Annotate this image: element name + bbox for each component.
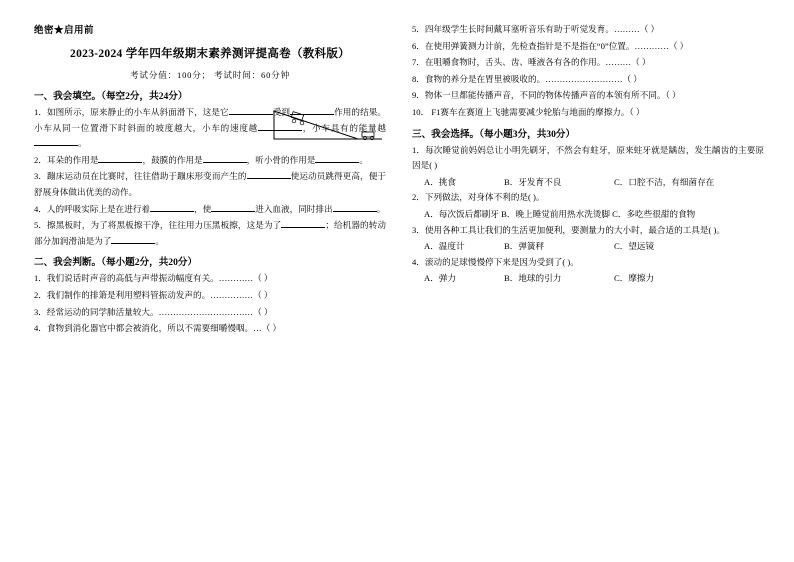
- question-text: 5．擦黑板时，为了将黑板擦干净，往往用力压黑板擦，这是为了 ；给机器的转动部分加润滑油是为了 。: [34, 220, 386, 246]
- right-column: [412, 22, 764, 552]
- question-judge-2: [34, 288, 386, 304]
- option-c[interactable]: C．多吃些很甜的食物: [612, 208, 696, 219]
- option-a[interactable]: A．弹力: [424, 273, 456, 284]
- option-b[interactable]: B．弹簧秤: [504, 241, 545, 252]
- question-fill-5: [34, 218, 386, 249]
- answer-blank[interactable]: [111, 234, 155, 244]
- question-text: 5．四年级学生长时间戴耳塞听音乐有助于听觉发育。………（ ）: [412, 24, 660, 34]
- answer-blank[interactable]: [211, 202, 255, 212]
- inclined-plane-figure: [266, 105, 386, 145]
- question-text: 3．使用各种工具让我们的生活更加便利，要测量力的大小时，最合适的工具是( )。: [412, 224, 725, 235]
- question-text: 4．滚动的足球慢慢停下来是因为受到了( )。: [412, 256, 579, 267]
- two-column-layout: [34, 22, 764, 552]
- question-text: 9．物体一旦都能传播声音，不同的物体传播声音的本领有所不同。（ ）: [412, 90, 681, 101]
- answer-blank[interactable]: [150, 202, 194, 212]
- section-heading-choice: 三、我会选择。（每小题3分，共30分）: [412, 128, 576, 140]
- question-text: 10． F1赛车在赛道上飞驰需要减少轮胎与地面的摩擦力。（ ）: [412, 106, 645, 117]
- question-text: 1．如图所示，原来静止的小车从斜面滑下，这是它 受到 作用的结果。小车从同一位置滑下时斜面的坡度越大，小车的速度越 ，小车具有的能量越。: [34, 107, 386, 149]
- question-text: 2．耳朵的作用是 ，鼓膜的作用是 ，听小骨的作用是 。: [34, 154, 369, 165]
- answer-blank[interactable]: [98, 153, 142, 163]
- question-fill-2: [34, 153, 386, 169]
- choice-3-options: [412, 239, 764, 255]
- question-text: 2．下列做法，对身体不利的是( )。: [412, 192, 545, 203]
- question-judge-9: [412, 88, 764, 104]
- question-text: 3．蹦床运动员在比赛时，往往借助于蹦床形变而产生的 使运动员跳得更高，便于舒展身体做出优美的动作。: [34, 171, 386, 197]
- question-text: 3．经常运动的同学肺活量较大。……………………………（ ）: [34, 306, 273, 317]
- question-text: 4．食物到消化器官中都会被消化，所以不需要细嚼慢咽。…（ ）: [34, 323, 282, 334]
- choice-1-options: [412, 175, 764, 191]
- question-text: 4．人的呼吸实际上是在进行着 ，使 进入血液，同时排出 。: [34, 203, 386, 214]
- option-a[interactable]: A．每次饭后都刷牙: [424, 208, 499, 219]
- answer-blank[interactable]: [34, 136, 78, 146]
- option-b[interactable]: B．晚上睡觉前用热水洗烫脚: [501, 208, 610, 219]
- question-fill-3: [34, 169, 386, 200]
- secret-label: 绝密★启用前: [34, 26, 95, 36]
- choice-2-options: [412, 207, 764, 223]
- question-judge-6: [412, 39, 764, 55]
- question-text: 6．在使用弹簧测力计前，先检查指针是不是指在“0”位置。…………（ ）: [412, 40, 689, 51]
- choice-4-options: [412, 271, 764, 287]
- option-c[interactable]: C．望远镜: [614, 241, 655, 252]
- question-fill-4: [34, 202, 386, 218]
- option-c[interactable]: C．口腔不洁，有细菌存在: [614, 176, 715, 187]
- option-a[interactable]: A．温度计: [424, 241, 465, 252]
- question-judge-5: [412, 22, 764, 38]
- section-heading-fill: 一、我会填空。（每空2分，共24分）: [34, 91, 188, 102]
- question-text: 2．我们制作的排箫是利用塑料管振动发声的。……………（ ）: [34, 289, 273, 300]
- question-text: 1．我们说话时声音的高低与声带振动幅度有关。…………（ ）: [34, 273, 273, 284]
- answer-blank[interactable]: [281, 218, 325, 228]
- option-a[interactable]: A．挑食: [424, 176, 456, 187]
- option-b[interactable]: B．地球的引力: [504, 273, 562, 284]
- question-choice-1: [412, 143, 764, 174]
- page-title: 2023-2024 学年四年级期末素养测评提高卷（教科版）: [70, 48, 350, 60]
- option-c[interactable]: C．摩擦力: [614, 273, 655, 284]
- question-choice-3: [412, 223, 764, 239]
- question-choice-4: [412, 255, 764, 271]
- left-column: [34, 22, 386, 552]
- option-b[interactable]: B．牙发育不良: [504, 176, 562, 187]
- question-judge-4: [34, 321, 386, 337]
- question-text: 1．每次睡觉前妈妈总让小明先刷牙，不然会有蛀牙，原来蛀牙就是龋齿，发生龋齿的主要原因是( ): [412, 144, 764, 171]
- question-judge-7: [412, 55, 764, 71]
- exam-info: 考试分值：100分； 考试时间：60分钟: [130, 70, 290, 80]
- answer-blank[interactable]: [203, 153, 247, 163]
- question-judge-1: [34, 271, 386, 287]
- question-text: 7．在咀嚼食物时，舌头、齿、唾液各有各的作用。………（ ）: [412, 57, 651, 68]
- answer-blank[interactable]: [247, 169, 291, 179]
- question-judge-3: [34, 305, 386, 321]
- answer-blank[interactable]: [315, 153, 359, 163]
- question-text: 8．食物的养分是在胃里被吸收的。………………………（ ）: [412, 73, 642, 84]
- question-judge-8: [412, 72, 764, 88]
- question-choice-2: [412, 190, 764, 206]
- answer-blank[interactable]: [333, 202, 377, 212]
- question-judge-10: [412, 105, 764, 121]
- section-heading-judge: 二、我会判断。（每小题2分，共20分）: [34, 257, 198, 269]
